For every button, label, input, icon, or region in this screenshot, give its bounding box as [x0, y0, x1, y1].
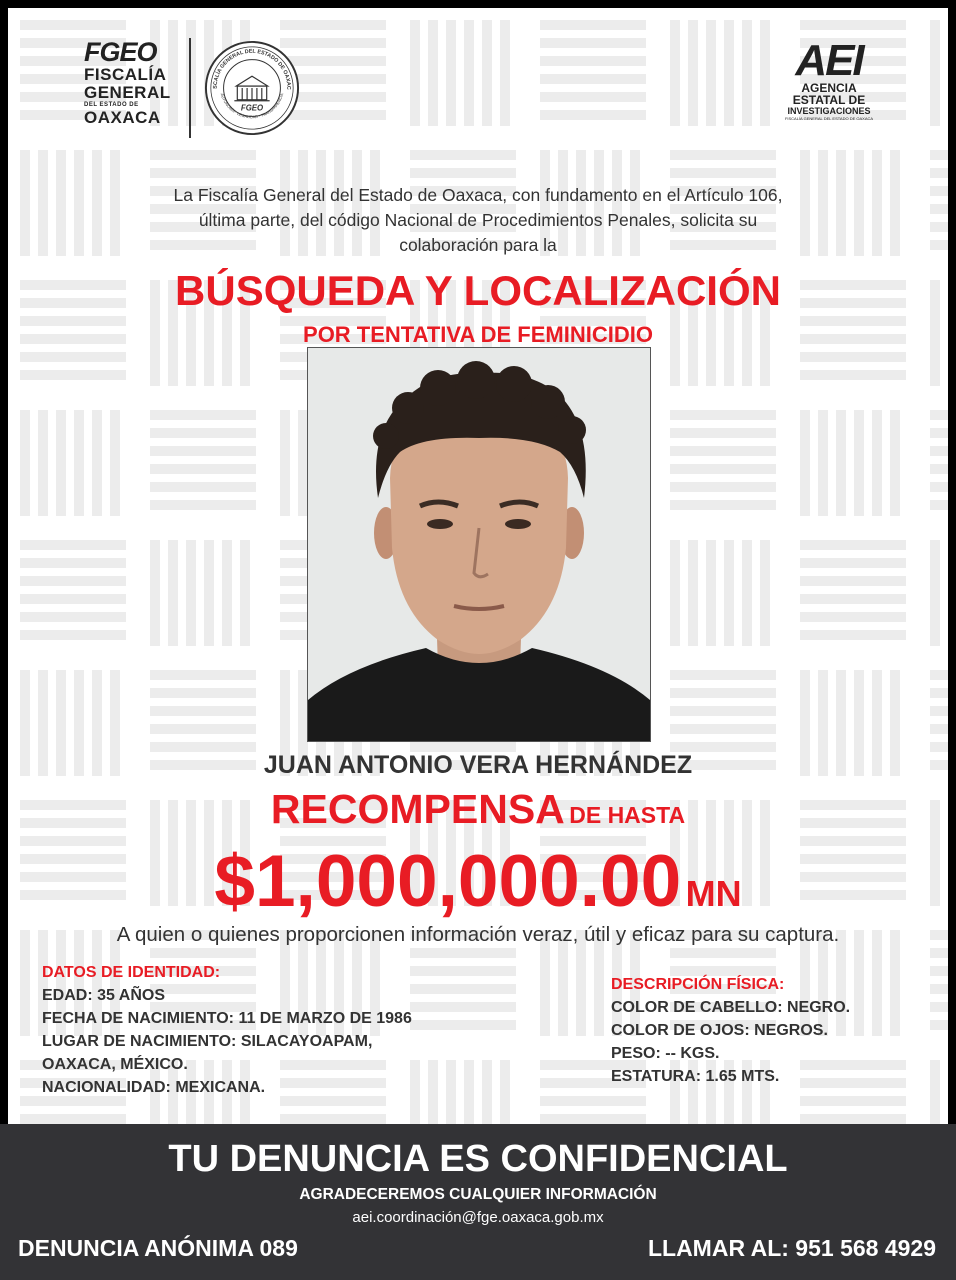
pattern-stripe [670, 150, 776, 160]
pattern-stripe [20, 370, 126, 380]
pattern-stripe [540, 92, 646, 102]
pattern-stripe [800, 558, 906, 568]
pattern-stripe [670, 670, 776, 680]
pattern-stripe [150, 540, 160, 646]
pattern-stripe [670, 724, 776, 734]
pattern-stripe [724, 540, 734, 646]
pattern-stripe [670, 428, 776, 438]
pattern-stripe [930, 240, 948, 250]
pattern-stripe [222, 540, 232, 646]
seal-ring-text: SCALÍA GENERAL DEL ESTADO DE OAXAC [212, 48, 292, 90]
pattern-stripe [930, 670, 948, 680]
pattern-stripe [240, 540, 250, 646]
pattern-stripe [818, 410, 828, 516]
fgeo-logo-mark: FGEO [84, 37, 157, 67]
pattern-stripe [800, 540, 906, 550]
pattern-stripe [20, 576, 126, 586]
pattern-stripe [446, 20, 456, 126]
pattern-stripe [186, 20, 196, 126]
aei-logo-line: INVESTIGACIONES [787, 106, 871, 116]
page-subtitle: POR TENTATIVA DE FEMINICIDIO [303, 322, 653, 347]
pattern-stripe [872, 150, 882, 256]
pattern-stripe [670, 410, 776, 420]
pattern-stripe [204, 540, 214, 646]
pattern-stripe [150, 428, 256, 438]
pattern-stripe [930, 186, 948, 196]
pattern-stripe [20, 20, 126, 30]
pattern-stripe [930, 280, 940, 386]
pattern-stripe [670, 948, 776, 958]
suspect-portrait-icon [308, 348, 650, 741]
pattern-stripe [482, 20, 492, 126]
pattern-stripe [742, 540, 752, 646]
pattern-stripe [800, 1096, 906, 1106]
seal-bottom-text: AUTONOMÍA · LEGALIDAD · TRANSPARENCIA [219, 92, 285, 120]
reward-currency: MN [685, 873, 742, 914]
pattern-stripe [410, 20, 420, 126]
physical-heading: DESCRIPCIÓN FÍSICA: [611, 976, 785, 993]
logo-divider [189, 38, 191, 138]
pattern-stripe [500, 20, 510, 126]
pattern-stripe [20, 352, 126, 362]
aei-logo-line: AGENCIA [801, 81, 857, 95]
footer-cta: TU DENUNCIA ES CONFIDENCIAL [168, 1138, 788, 1180]
pattern-stripe [800, 352, 906, 362]
pattern-stripe [670, 688, 776, 698]
pattern-stripe [890, 150, 900, 256]
pattern-stripe [150, 670, 256, 680]
pattern-stripe [150, 168, 256, 178]
intro-line: última parte, del código Nacional de Procedimientos Penales, solicita su [198, 210, 758, 230]
pattern-stripe [280, 1114, 386, 1124]
pattern-stripe [836, 410, 846, 516]
pattern-stripe [168, 540, 178, 646]
pattern-stripe [670, 168, 776, 178]
reward-condition: A quien o quienes proporcionen información veraz, útil y eficaz para su captura. [116, 923, 840, 946]
reward-suffix: DE HASTA [569, 802, 686, 828]
pattern-stripe [930, 760, 948, 770]
physical-item: PESO: -- KGS. [611, 1045, 720, 1062]
pattern-stripe [930, 428, 948, 438]
pattern-stripe [540, 56, 646, 66]
pattern-stripe [800, 612, 906, 622]
pattern-stripe [150, 724, 256, 734]
pattern-stripe [150, 706, 256, 716]
pattern-stripe [930, 1060, 940, 1124]
pattern-stripe [930, 500, 948, 510]
pattern-stripe [930, 482, 948, 492]
pattern-stripe [930, 150, 948, 160]
pattern-stripe [742, 20, 752, 126]
reward-heading [28, 785, 928, 833]
aei-logo-line: FISCALÍA GENERAL DEL ESTADO DE OAXACA [784, 116, 874, 121]
pattern-stripe [930, 688, 948, 698]
pattern-stripe [760, 540, 770, 646]
footer [0, 1124, 956, 1280]
pattern-stripe [38, 150, 48, 256]
pattern-stripe [930, 1020, 948, 1030]
pattern-stripe [74, 410, 84, 516]
fgeo-seal-icon [203, 39, 301, 137]
pattern-stripe [20, 1114, 126, 1124]
physical-item: COLOR DE CABELLO: NEGRO. [611, 999, 851, 1016]
seal-mark: FGEO [240, 103, 264, 113]
pattern-stripe [20, 150, 30, 256]
intro-line: La Fiscalía General del Estado de Oaxaca, con fundamento en el Artículo 106, [173, 185, 783, 205]
pattern-stripe [800, 1114, 906, 1124]
pattern-stripe [930, 724, 948, 734]
intro-text [98, 183, 858, 258]
identity-item: NACIONALIDAD: MEXICANA. [42, 1079, 266, 1096]
pattern-stripe [930, 446, 948, 456]
pattern-stripe [930, 706, 948, 716]
pattern-stripe [930, 464, 948, 474]
pattern-stripe [800, 370, 906, 380]
pattern-stripe [464, 20, 474, 126]
pattern-stripe [930, 204, 948, 214]
physical-item: COLOR DE OJOS: NEGROS. [611, 1022, 828, 1039]
pattern-stripe [150, 948, 256, 958]
pattern-stripe [540, 38, 646, 48]
pattern-stripe [800, 576, 906, 586]
pattern-stripe [930, 168, 948, 178]
poster-paper [8, 8, 948, 1124]
pattern-stripe [670, 20, 680, 126]
identity-item: OAXACA, MÉXICO. [42, 1056, 188, 1073]
page-title: BÚSQUEDA Y LOCALIZACIÓN [175, 267, 781, 314]
pattern-stripe [410, 168, 516, 178]
pattern-stripe [670, 706, 776, 716]
pattern-stripe [688, 20, 698, 126]
pattern-stripe [800, 594, 906, 604]
intro-line: colaboración para la [399, 235, 557, 255]
pattern-stripe [110, 410, 120, 516]
fgeo-logo-line: OAXACA [84, 108, 161, 127]
pattern-stripe [540, 74, 646, 84]
pattern-stripe [150, 446, 256, 456]
pattern-stripe [930, 20, 940, 126]
pattern-stripe [800, 410, 810, 516]
pattern-stripe [670, 540, 680, 646]
pattern-stripe [20, 410, 30, 516]
identity-section [42, 962, 512, 1099]
pattern-stripe [410, 150, 516, 160]
fgeo-logo-line: DEL ESTADO DE [84, 102, 139, 108]
pattern-stripe [20, 594, 126, 604]
pattern-stripe [760, 20, 770, 126]
pattern-stripe [540, 20, 646, 30]
pattern-stripe [670, 446, 776, 456]
pattern-stripe [670, 464, 776, 474]
fgeo-logo-line: FISCALÍA [84, 65, 167, 84]
pattern-stripe [410, 948, 516, 958]
pattern-stripe [930, 222, 948, 232]
pattern-stripe [930, 1002, 948, 1012]
pattern-stripe [20, 558, 126, 568]
pattern-stripe [540, 1096, 646, 1106]
pattern-stripe [150, 482, 256, 492]
pattern-stripe [724, 20, 734, 126]
pattern-stripe [74, 150, 84, 256]
identity-item: FECHA DE NACIMIENTO: 11 DE MARZO DE 1986 [42, 1010, 412, 1027]
pattern-stripe [800, 20, 906, 30]
pattern-stripe [670, 482, 776, 492]
identity-item: LUGAR DE NACIMIENTO: SILACAYOAPAM, [42, 1033, 373, 1050]
suspect-photo [307, 347, 651, 742]
contact-phone[interactable]: LLAMAR AL: 951 568 4929 [647, 1235, 936, 1261]
pattern-stripe [800, 630, 906, 640]
pattern-stripe [706, 20, 716, 126]
pattern-stripe [92, 410, 102, 516]
pattern-stripe [280, 410, 290, 516]
pattern-stripe [670, 500, 776, 510]
pattern-stripe [854, 410, 864, 516]
aei-logo-mark: AEI [795, 36, 863, 85]
reward-amount-row [28, 840, 928, 924]
pattern-stripe [890, 410, 900, 516]
pattern-stripe [930, 410, 948, 420]
identity-item: EDAD: 35 AÑOS [42, 987, 165, 1004]
suspect-name: JUAN ANTONIO VERA HERNÁNDEZ [263, 751, 693, 779]
contact-email[interactable]: aei.coordinación@fge.oaxaca.gob.mx [352, 1209, 604, 1226]
pattern-stripe [540, 110, 646, 120]
pattern-stripe [930, 948, 948, 958]
identity-heading: DATOS DE IDENTIDAD: [42, 964, 221, 981]
pattern-stripe [56, 410, 66, 516]
fgeo-logo-line: GENERAL [84, 83, 171, 102]
pattern-stripe [706, 540, 716, 646]
fgeo-logo [84, 38, 184, 138]
footer-thanks: AGRADECEREMOS CUALQUIER INFORMACIÓN [299, 1186, 657, 1203]
pattern-stripe [38, 410, 48, 516]
pattern-stripe [20, 612, 126, 622]
pattern-stripe [428, 20, 438, 126]
pattern-stripe [930, 966, 948, 976]
reward-label: RECOMPENSA [270, 786, 565, 832]
aei-logo [784, 36, 874, 140]
pattern-stripe [930, 930, 948, 940]
pattern-stripe [20, 540, 126, 550]
pattern-stripe [150, 688, 256, 698]
physical-section [611, 974, 931, 1088]
pattern-stripe [930, 984, 948, 994]
pattern-stripe [930, 800, 940, 906]
pattern-stripe [872, 410, 882, 516]
pattern-stripe [150, 410, 256, 420]
pattern-stripe [280, 20, 386, 30]
pattern-stripe [540, 1114, 646, 1124]
pattern-stripe [150, 150, 256, 160]
pattern-stripe [150, 500, 256, 510]
physical-item: ESTATURA: 1.65 MTS. [611, 1068, 780, 1085]
aei-logo-line: ESTATAL DE [792, 93, 866, 107]
pattern-stripe [930, 540, 940, 646]
reward-amount: $1,000,000.00 [214, 841, 682, 922]
pattern-stripe [688, 540, 698, 646]
pattern-stripe [56, 150, 66, 256]
pattern-stripe [20, 630, 126, 640]
pattern-stripe [150, 464, 256, 474]
anonymous-report-line[interactable]: DENUNCIA ANÓNIMA 089 [18, 1235, 298, 1261]
pattern-stripe [186, 540, 196, 646]
pattern-stripe [930, 742, 948, 752]
